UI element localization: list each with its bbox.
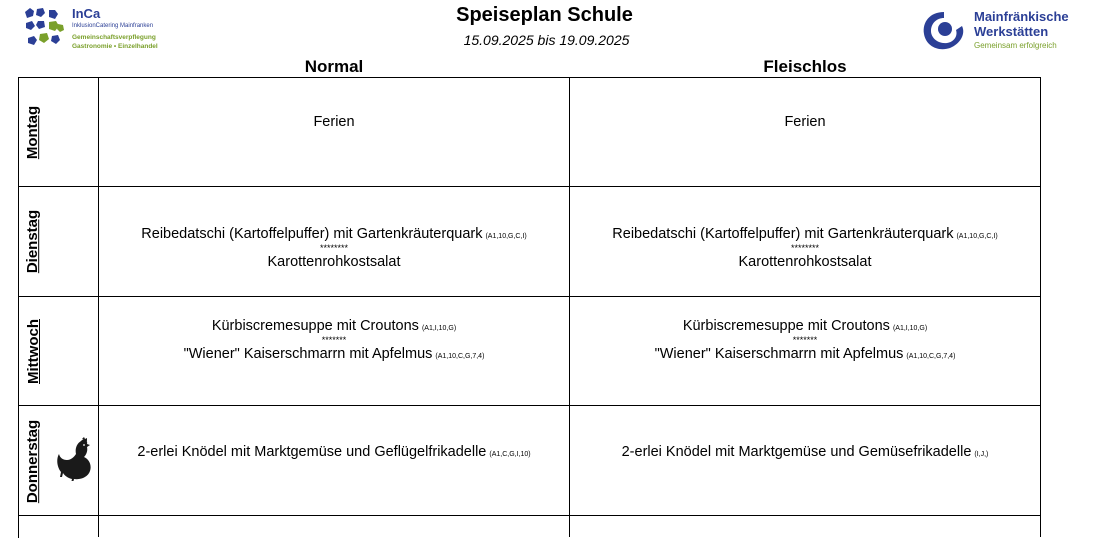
day-cell-mittwoch [18,297,98,405]
table-divider [18,405,1041,406]
mw-logo-icon [920,8,970,52]
column-header-fleischlos: Fleischlos [763,57,847,76]
menu-cell-normal [99,437,569,467]
mw-logo-name-1: Mainfränkische [974,9,1069,24]
menu-cell-normal [99,309,569,371]
allergen-codes: (A1,10,C,G,7,4) [435,352,485,360]
dish-text: Ferien [784,113,826,130]
table-divider [18,296,1041,297]
menu-cell-fleischlos [570,437,1040,467]
table-divider [18,186,1041,187]
dish-text: Ferien [313,113,355,130]
dish-text: "Wiener" Kaiserschmarrn mit Apfelmus [183,345,433,362]
menu-cell-fleischlos [570,78,1040,166]
mw-logo-claim: Gemeinsam erfolgreich [974,41,1057,50]
dish-text: 2-erlei Knödel mit Marktgemüse und Geflügelfrikadelle [137,443,487,460]
chicken-icon [54,437,94,481]
day-label: Donnerstag [24,419,42,503]
dish-text: Kürbiscremesuppe mit Croutons [211,318,419,335]
allergen-codes: (A1,I,10,G) [892,325,928,333]
allergen-codes: (A1,10,G,C,I) [485,233,527,241]
dish-text: Reibedatschi (Kartoffelpuffer) mit Gartenkräuterquark [141,226,483,243]
allergen-codes: (I,J,) [974,450,989,458]
dish-text: Karottenrohkostsalat [267,253,401,270]
dish-text: Karottenrohkostsalat [738,253,872,270]
dish-separator: ******* [321,334,347,345]
date-range: 15.09.2025 bis 19.09.2025 [463,32,630,48]
dish-text: "Wiener" Kaiserschmarrn mit Apfelmus [654,345,904,362]
inca-logo-tagline-2: Gastronomie • Einzelhandel [72,43,158,50]
dish-text: Reibedatschi (Kartoffelpuffer) mit Gartenkräuterquark [612,226,954,243]
dish-separator: ******** [319,242,349,253]
mainfraenkische-werkstaetten-logo [920,6,1090,56]
page-title-text: Speiseplan Schule [456,4,633,26]
allergen-codes: (A1,10,G,C,I) [956,233,998,241]
day-label: Montag [24,105,42,159]
day-label: Mittwoch [24,318,42,384]
menu-cell-fleischlos [570,218,1040,278]
dish-text: Kürbiscremesuppe mit Croutons [682,318,890,335]
day-cell-montag [18,78,98,186]
dish-separator: ******** [790,242,820,253]
inca-logo-name: InCa [72,6,101,21]
dish-separator: ******* [792,334,818,345]
menu-cell-normal [99,78,569,166]
table-divider [1040,77,1041,537]
inca-logo-subline: InklusionCatering Mainfranken [72,23,154,29]
table-divider [18,515,1041,516]
inca-logo-tagline-1: Gemeinschaftsverpflegung [72,34,156,41]
day-label: Dienstag [24,209,42,274]
column-header-normal: Normal [304,57,364,76]
menu-cell-normal [99,218,569,278]
allergen-codes: (A1,C,G,I,10) [489,450,531,458]
day-cell-dienstag [18,187,98,296]
mw-logo-name-2: Werkstätten [974,24,1049,39]
allergen-codes: (A1,I,10,G) [421,325,457,333]
allergen-codes: (A1,10,C,G,7,4) [906,352,956,360]
dish-text: 2-erlei Knödel mit Marktgemüse und Gemüsefrikadelle [621,443,972,460]
menu-cell-fleischlos [570,309,1040,371]
